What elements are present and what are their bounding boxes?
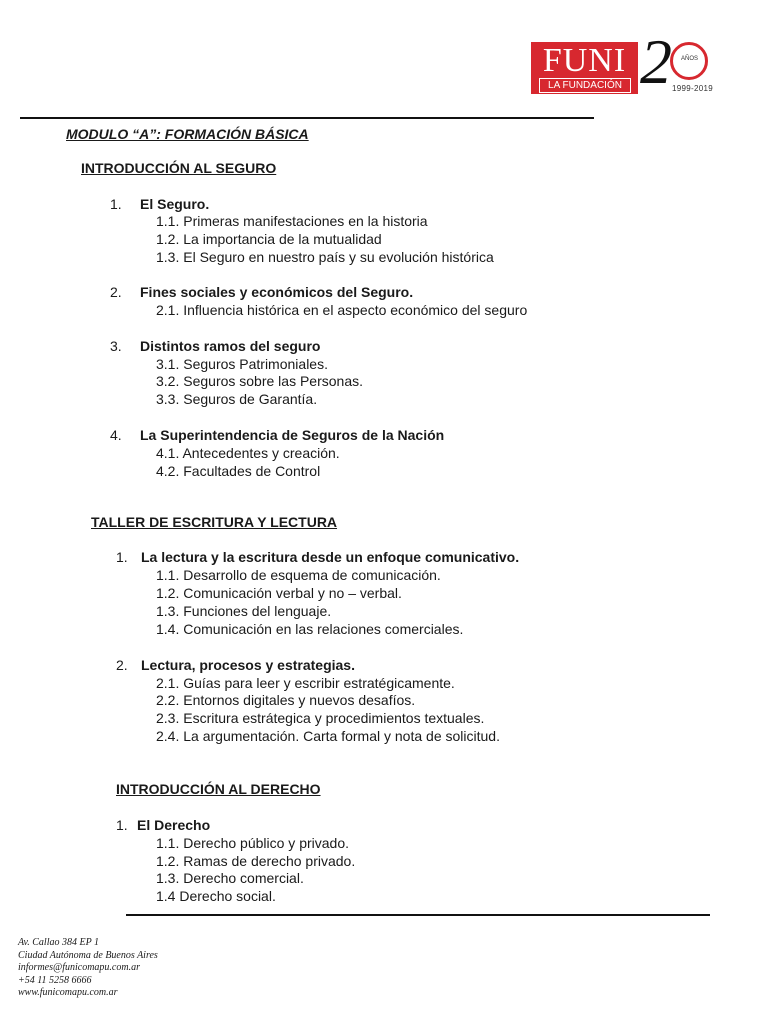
subitem: 2.4. La argumentación. Carta formal y nota de solicitud.: [156, 728, 500, 744]
section-heading: TALLER DE ESCRITURA Y LECTURA: [91, 514, 338, 530]
subitem: 1.3. Derecho comercial.: [156, 870, 304, 886]
subitem: 1.2. La importancia de la mutualidad: [156, 231, 382, 247]
subitem: 1.1. Primeras manifestaciones en la historia: [156, 213, 428, 229]
item-title: El Seguro.: [140, 196, 210, 212]
footer-address: Av. Callao 384 EP 1: [18, 937, 100, 948]
item-title: La Superintendencia de Seguros de la Nación: [140, 427, 445, 443]
item-number: 2.: [110, 284, 122, 300]
logo-brand: FUNI: [542, 42, 627, 79]
subitem: 2.3. Escritura estrátegica y procedimientos textuales.: [156, 710, 485, 726]
item-title: Lectura, procesos y estrategias.: [141, 657, 355, 673]
subitem: 4.2. Facultades de Control: [156, 463, 321, 479]
funi-logo: [531, 42, 638, 94]
bottom-divider: [126, 914, 710, 916]
subitem: 1.2. Ramas de derecho privado.: [156, 853, 356, 869]
subitem: 2.1. Influencia histórica en el aspecto económico del seguro: [156, 302, 528, 318]
footer-website[interactable]: www.funicomapu.com.ar: [18, 987, 118, 998]
logo-years: 1999-2019: [672, 84, 713, 93]
item-title: Distintos ramos del seguro: [140, 338, 321, 354]
subitem: 2.1. Guías para leer y escribir estratégicamente.: [156, 675, 455, 691]
item-title: Fines sociales y económicos del Seguro.: [140, 284, 414, 300]
footer-phone: +54 11 5258 6666: [18, 975, 92, 986]
subitem: 3.1. Seguros Patrimoniales.: [156, 356, 328, 372]
subitem: 1.1. Derecho público y privado.: [156, 835, 349, 851]
logo-subtitle: LA FUNDACIÓN: [539, 78, 631, 93]
item-number: 1.: [116, 817, 128, 833]
subitem: 1.2. Comunicación verbal y no – verbal.: [156, 585, 402, 601]
subitem: 3.2. Seguros sobre las Personas.: [156, 373, 364, 389]
item-number: 2.: [116, 657, 128, 673]
logo-anniversary-label: AÑOS: [681, 56, 699, 62]
top-divider: [20, 117, 594, 119]
item-title: El Derecho: [137, 817, 211, 833]
page-title: MODULO “A”: FORMACIÓN BÁSICA: [66, 126, 309, 142]
subitem: 3.3. Seguros de Garantía.: [156, 391, 318, 407]
subitem: 1.3. El Seguro en nuestro país y su evolución histórica: [156, 249, 494, 265]
item-number: 1.: [116, 549, 128, 565]
footer-city: Ciudad Autónoma de Buenos Aires: [18, 950, 158, 961]
item-title: La lectura y la escritura desde un enfoque comunicativo.: [141, 549, 520, 565]
logo-anniversary-digit: 2: [640, 26, 672, 97]
subitem: 1.3. Funciones del lenguaje.: [156, 603, 332, 619]
section-heading: INTRODUCCIÓN AL SEGURO: [81, 160, 277, 176]
subitem: 1.4 Derecho social.: [156, 888, 276, 904]
subitem: 2.2. Entornos digitales y nuevos desafíos.: [156, 692, 416, 708]
subitem: 4.1. Antecedentes y creación.: [156, 445, 340, 461]
footer-email[interactable]: informes@funicomapu.com.ar: [18, 962, 140, 973]
subitem: 1.4. Comunicación en las relaciones comerciales.: [156, 621, 464, 637]
subitem: 1.1. Desarrollo de esquema de comunicación.: [156, 567, 441, 583]
section-heading: INTRODUCCIÓN AL DERECHO: [116, 781, 321, 797]
item-number: 1.: [110, 196, 122, 212]
item-number: 3.: [110, 338, 122, 354]
item-number: 4.: [110, 427, 122, 443]
